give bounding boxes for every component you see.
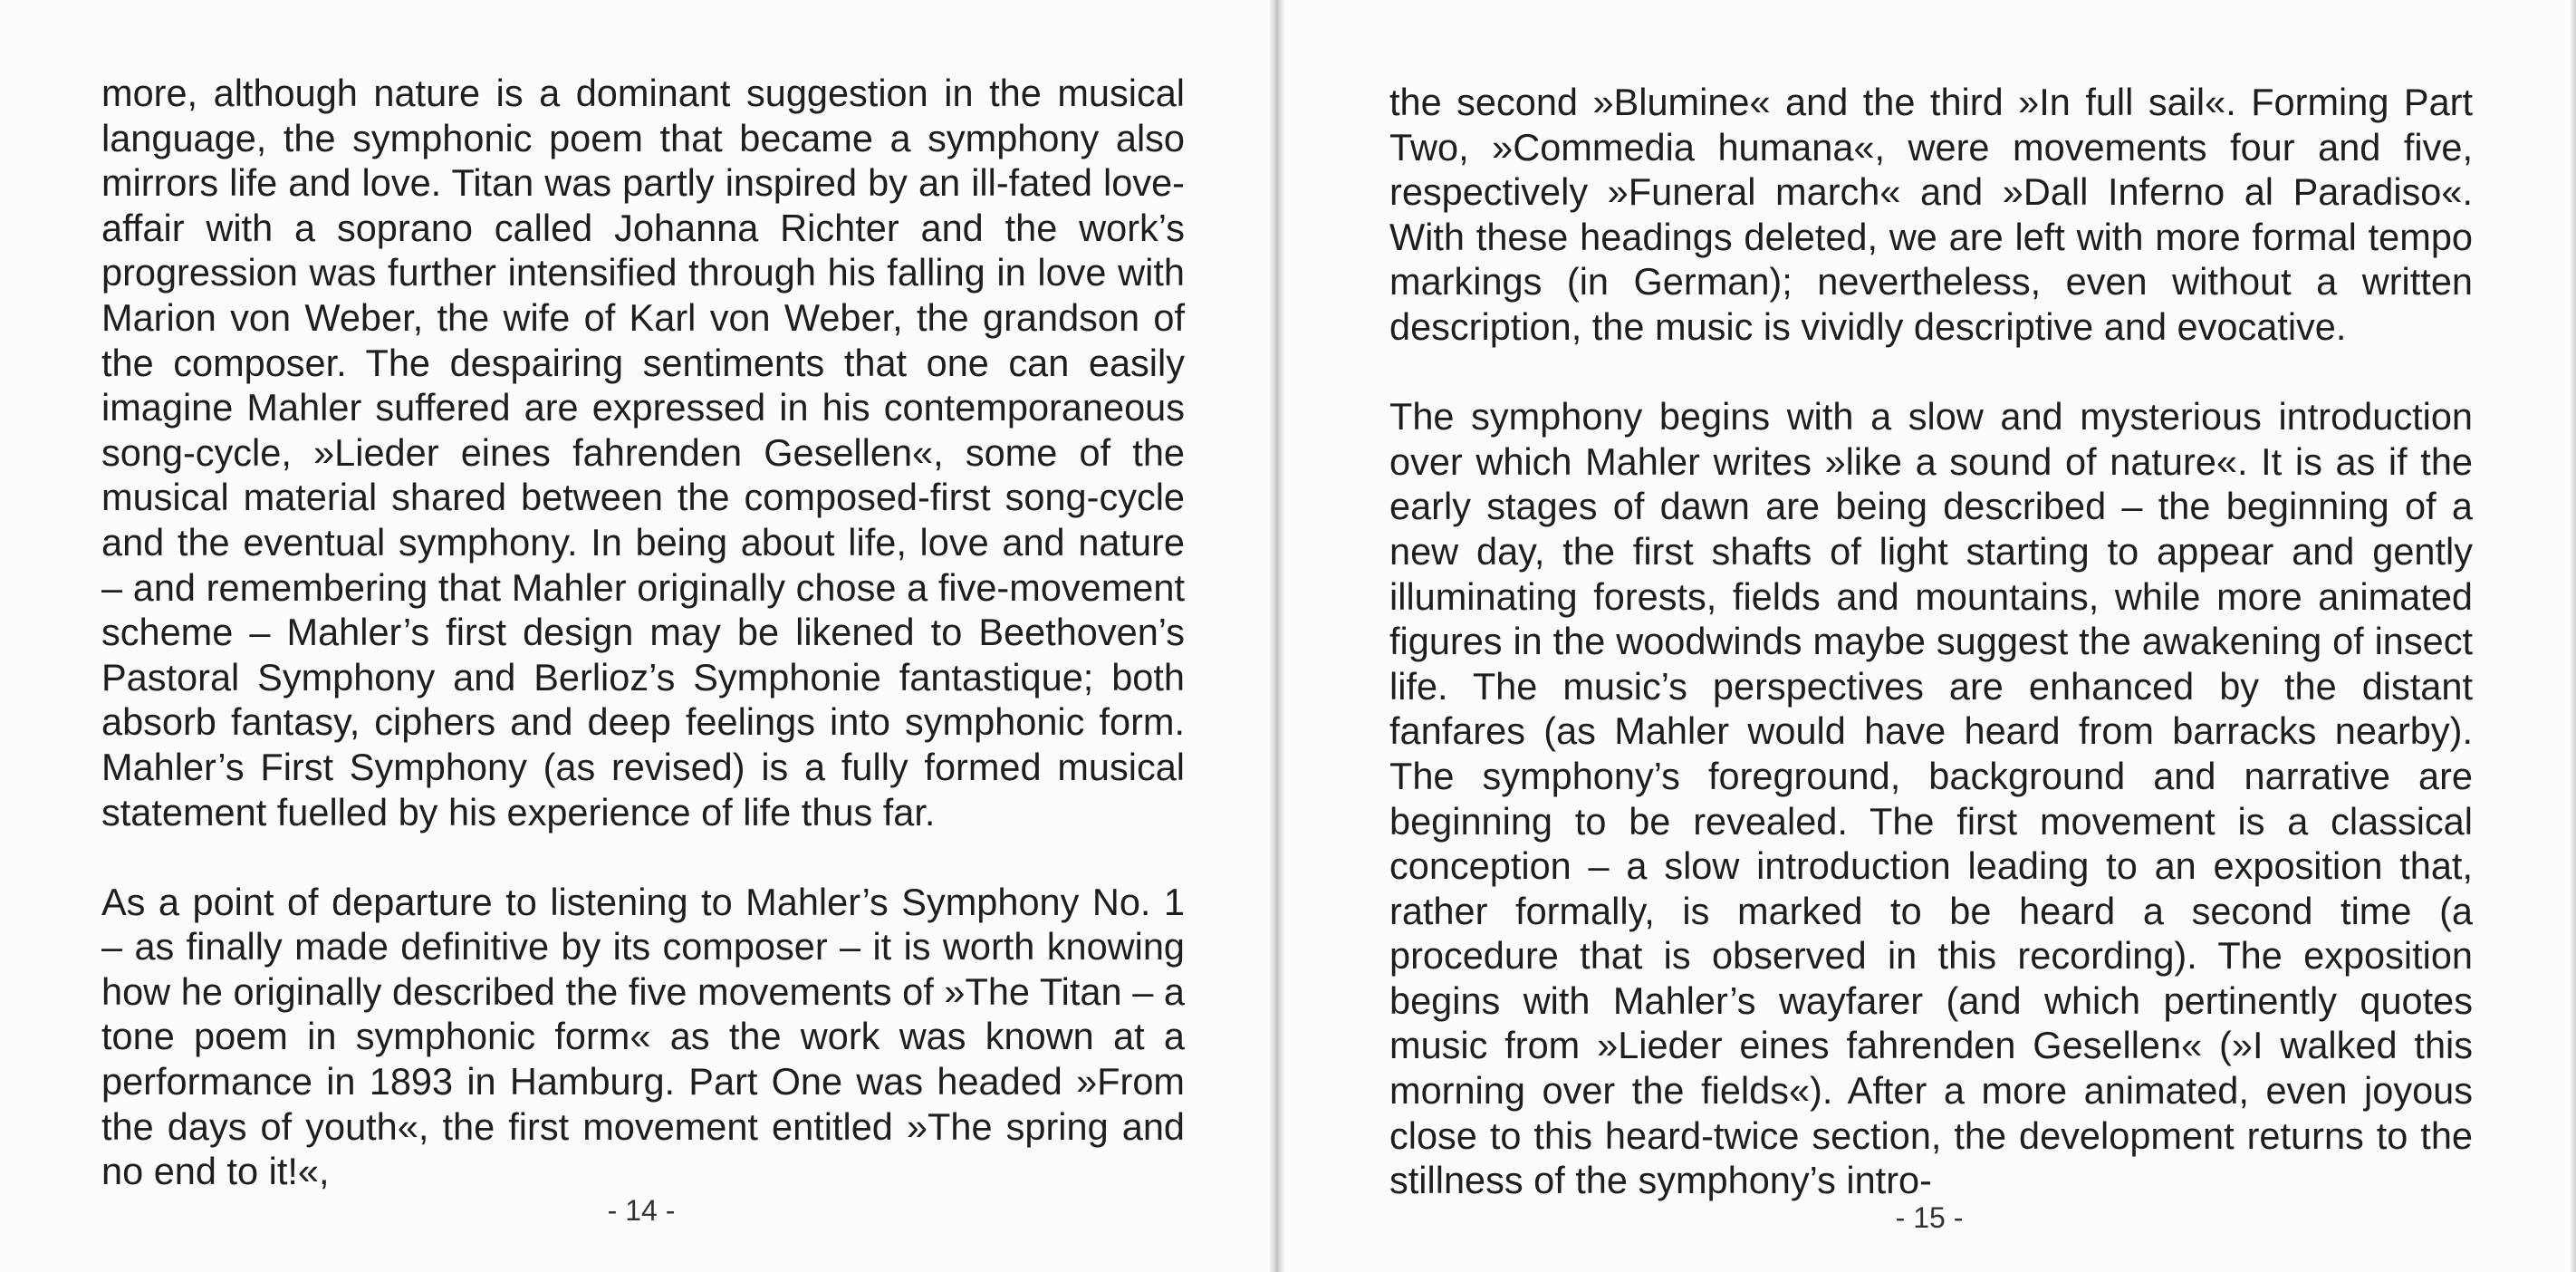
left-paragraph-1: more, although nature is a dominant suggestion in the musical language, the symphonic poem that became a symphony also mirrors life and love. Titan was partly inspired by an ill-fated love-affair with a soprano called Johanna Richter and the work’s progression was further intensified through his falling in love with Marion von Weber, the wife of Karl von Weber, the grandson of the composer. The despairing sentiments that one can easily imagine Mahler suffered are expressed in his contemporaneous song-cycle, »Lieder eines fahrenden Gesellen«, some of the musical material shared between the composed-first song-cycle and the eventual symphony. In being about life, love and nature – and remembering that Mahler originally chose a five-movement scheme – Mahler’s first design may be likened to Beethoven’s Pastoral Symphony and Berlioz’s Symphonie fantastique; both absorb fantasy, ciphers and deep feelings into symphonic form. Mahler’s First Symphony (as revised) is a fully formed musical statement fuelled by his experience of life thus far. — [101, 72, 1185, 834]
left-page-body — [101, 71, 1185, 1194]
left-paragraph-2: As a point of departure to listening to Mahler’s Symphony No. 1 – as finally made definitive by its composer – it is worth knowing how he originally described the five movements of »The Titan – a tone poem in symphonic form« as the work was known at a performance in 1893 in Hamburg. Part One was headed »From the days of youth«, the first movement entitled »The spring and no end to it!«, — [101, 880, 1185, 1193]
right-page — [1283, 0, 2576, 1272]
left-page — [0, 0, 1277, 1272]
right-paragraph-2: The symphony begins with a slow and mysterious introduction over which Mahler writes »like a sound of nature«. It is as if the early stages of dawn are being described – the beginning of a new day, the first shafts of light starting to appear and gently illuminating forests, fields and mountains, while more animated figures in the woodwinds maybe suggest the awakening of insect life. The music’s perspectives are enhanced by the distant fanfares (as Mahler would have heard from barracks nearby). The symphony’s foreground, background and narrative are beginning to be revealed. The first movement is a classical conception – a slow introduction leading to an exposition that, rather formally, is marked to be heard a second time (a procedure that is observed in this recording). The exposition begins with Mahler’s wayfarer (and which pertinently quotes music from »Lieder eines fahrenden Gesellen« (»I walked this morning over the fields«). After a more animated, even joyous close to this heard-twice section, the development returns to the stillness of the symphony’s intro- — [1389, 395, 2473, 1202]
right-paragraph-1: the second »Blumine« and the third »In full sail«. Forming Part Two, »Commedia humana«, were movements four and five, respectively »Funeral march« and »Dall Inferno al Paradiso«. With these headings deleted, we are left with more formal tempo markings (in German); nevertheless, even without a written description, the music is vividly descriptive and evocative. — [1389, 81, 2473, 348]
right-page-number: - 15 - — [1895, 1201, 1964, 1234]
right-page-body — [1389, 80, 2473, 1203]
left-page-number: - 14 - — [607, 1194, 676, 1227]
page-edge — [2571, 0, 2576, 1272]
